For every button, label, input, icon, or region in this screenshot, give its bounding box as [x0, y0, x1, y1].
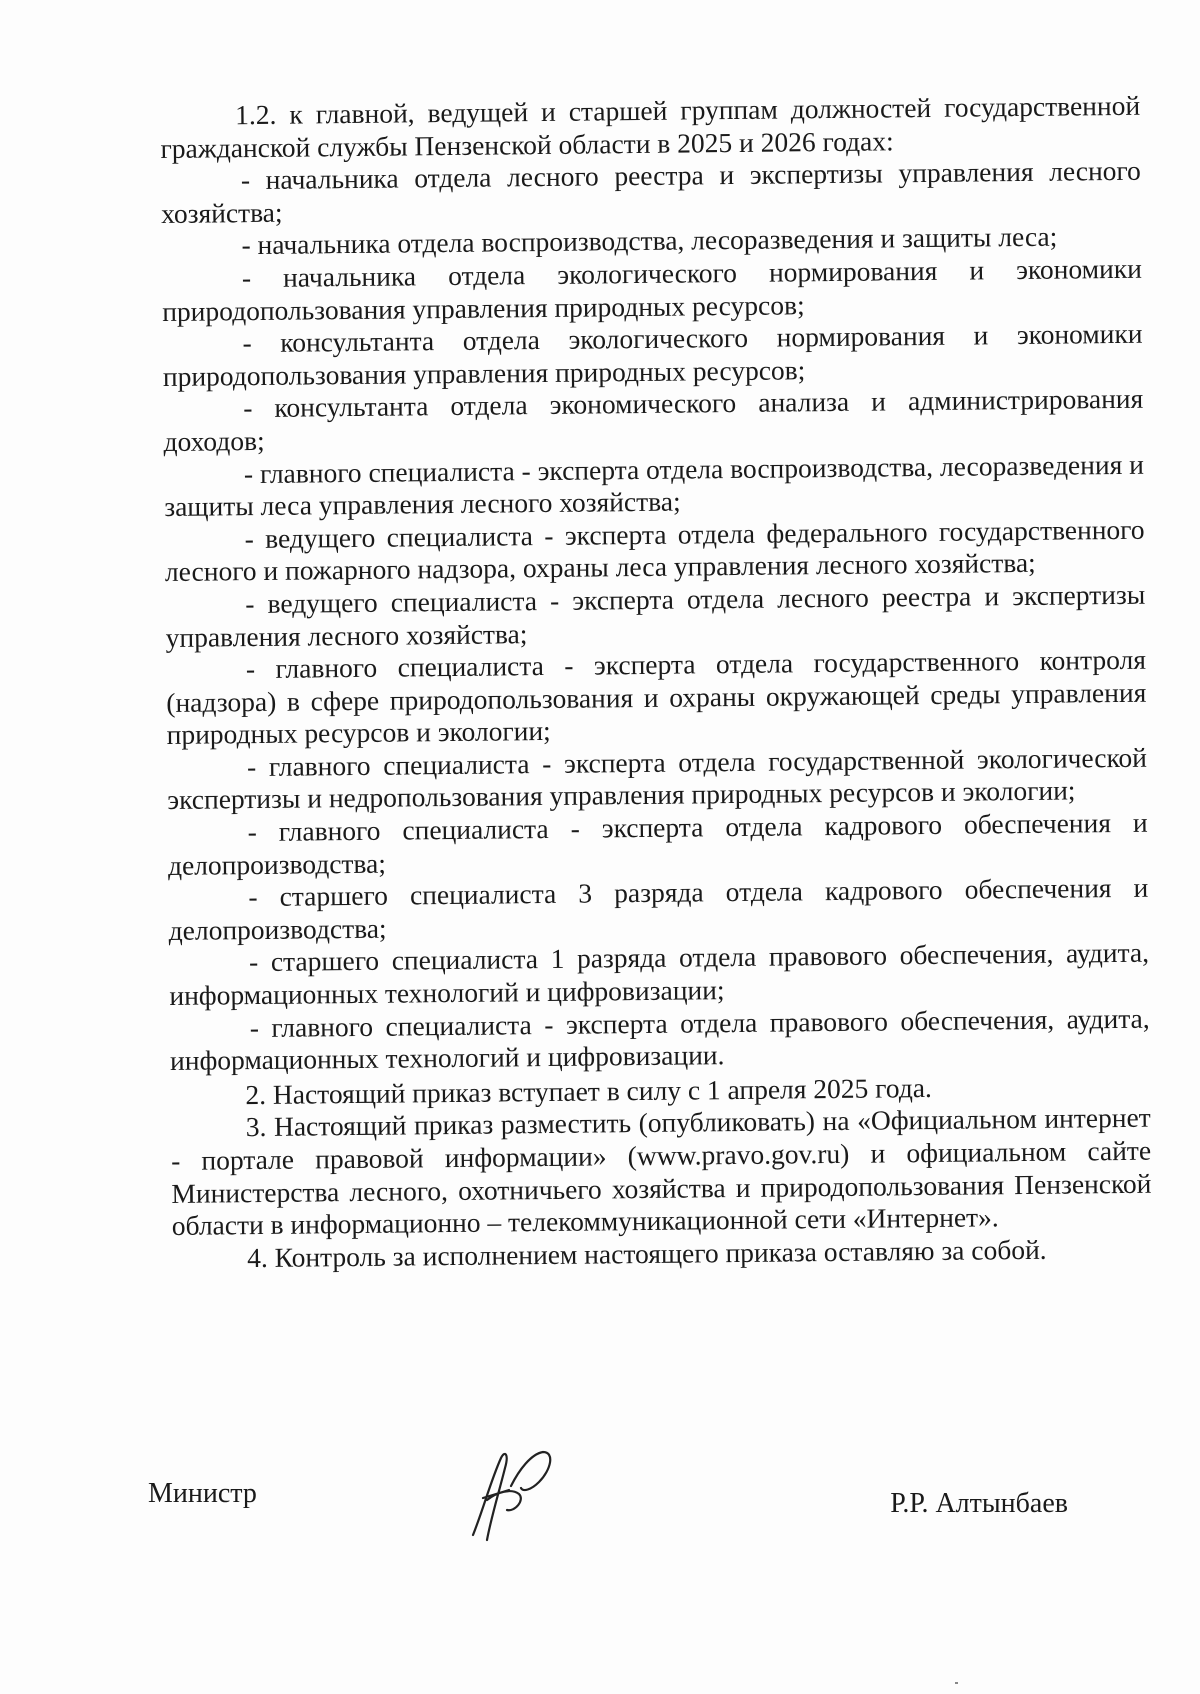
position-item: - главного специалиста - эксперта отдела правового обеспечения, аудита, информационных технологий и цифровизации. [169, 1002, 1150, 1077]
scan-speck [955, 1682, 958, 1684]
handwritten-signature [453, 1440, 573, 1560]
position-item: - старшего специалиста 1 разряда отдела правового обеспечения, аудита, информационных технологий и цифровизации; [169, 937, 1150, 1011]
document-body [160, 90, 1152, 1276]
position-item: - начальника отдела воспроизводства, лесоразведения и защиты леса; [241, 220, 1058, 261]
position-item: - главного специалиста - эксперта отдела государственной экологической экспертизы и недропользования управления природных ресурсов и экологии; [167, 741, 1148, 816]
clause-3: 3. Настоящий приказ разместить (опубликовать) на «Официальном интернет - портале правовой информации» (www.pravo.gov.ru) и официальном сайте Министерства лесного, охотничьего хозяйства и природопользования Пензенской области в информационно – телекоммуникационной сети «Интернет». [170, 1102, 1152, 1242]
signer-name: Р.Р. Алтынбаев [890, 1488, 1068, 1519]
signer-title: Министр [148, 1478, 257, 1509]
position-item: - главного специалиста - эксперта отдела государственного контроля (надзора) в сфере природопользования и охраны окружающей среды управления природных ресурсов и экологии; [166, 643, 1147, 751]
clause-4: 4. Контроль за исполнением настоящего приказа оставляю за собой. [246, 1233, 1047, 1273]
position-item: - начальника отдела лесного реестра и экспертизы управления лесного хозяйства; [161, 154, 1141, 229]
position-item: - главного специалиста - эксперта отдела воспроизводства, лесоразведения и защиты леса управления лесного хозяйства; [164, 448, 1145, 523]
position-item: - ведущего специалиста - эксперта отдела лесного реестра и экспертизы управления лесного хозяйства; [165, 578, 1146, 653]
clause-1-2-intro: 1.2. к главной, ведущей и старшей группам должностей государственной гражданской службы Пензенской области в 2025 и 2026 годах: [160, 89, 1141, 164]
position-item: - начальника отдела экологического нормирования и экономики природопользования управления природных ресурсов; [162, 252, 1142, 327]
position-item: - старшего специалиста 3 разряда отдела кадрового обеспечения и делопроизводства; [168, 871, 1149, 946]
position-item: - консультанта отдела экологического нормирования и экономики природопользования управления природных ресурсов; [162, 317, 1143, 392]
clause-2: 2. Настоящий приказ вступает в силу с 1 апреля 2025 года. [245, 1071, 932, 1110]
position-item: - главного специалиста - эксперта отдела кадрового обеспечения и делопроизводства; [167, 806, 1148, 881]
signature-block [148, 1440, 1108, 1560]
position-item: - консультанта отдела экономического анализа и администрирования доходов; [163, 383, 1144, 457]
position-item: - ведущего специалиста - эксперта отдела федерального государственного лесного и пожарного надзора, охраны леса управления лесного хозяйства; [164, 513, 1145, 588]
